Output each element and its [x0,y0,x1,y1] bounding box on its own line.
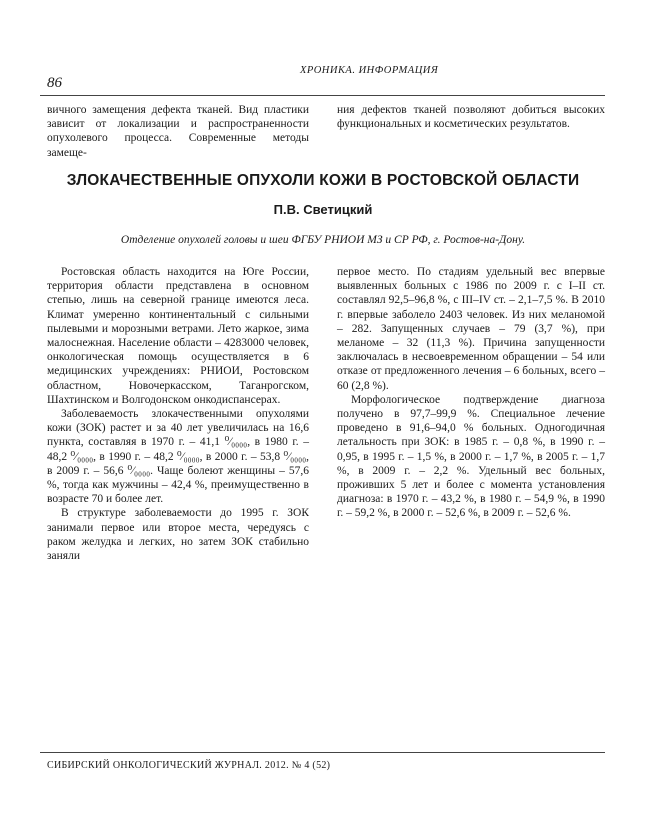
continuation-right [337,103,605,131]
body-right-column [337,265,605,521]
paragraph: Морфологическое подтверждение диагноза получено в 97,7–99,9 %. Специальное лечение проведено в 91,6–94,0 % больных. Одногодичная летальность при ЗОК: в 1985 г. – 0,8 %, в 1990 г. – 0,95, в 1995 г. – 1,5 %, в 2000 г. – 1,7 %, в 2005 г. – 1,7 %, в 2009 г. – 2,2 %. Удельный вес больных, проживших 5 лет и более с момента установления диагноза: в 1970 г. – 43,2 %, в 1980 г. – 54,9 %, в 1990 г. – 59,2 %, в 2000 г. – 52,6 %, в 2009 г. – 52,6 %. [337,393,605,520]
footer-rule [40,752,605,753]
body-left-column [47,265,309,563]
paragraph: первое место. По стадиям удельный вес впервые выявленных больных с 1986 по 2009 г. с I–II ст. составлял 92,5–96,8 %, с III–IV ст. – 2,1–7,5 %. В 2010 г. впервые заболело 2403 человек. Из них меланомой – 282. Запущенных случаев – 79 (3,7 %), при меланоме – 32 (11,3 %). Причина запущенности заключалась в несвоевременном обращении – 54 или отказе от предложенного лечения – 6 больных, всего – 60 (2,8 %). [337,266,605,392]
journal-footer: СИБИРСКИЙ ОНКОЛОГИЧЕСКИЙ ЖУРНАЛ. 2012. № 4 (52) [47,760,331,771]
header-rule [40,95,605,96]
running-head: ХРОНИКА. ИНФОРМАЦИЯ [300,65,439,76]
article-author: П.В. Светицкий [273,202,373,217]
paragraph: В структуре заболеваемости до 1995 г. ЗОК занимали первое или второе места, чередуясь с раком желудка и легких, но затем ЗОК стабильно заняли [47,507,309,563]
paragraph: Заболеваемость злокачественными опухолями кожи (ЗОК) растет и за 40 лет увеличилась на 16,6 пункта, составляя в 1970 г. – 41,1 ⁰⁄₀₀₀₀, в 1980 г. – 48,2 ⁰⁄₀₀₀₀, в 1990 г. – 48,2 ⁰⁄₀₀₀₀, в 2000 г. – 53,8 ⁰⁄₀₀₀₀, в 2009 г. – 56,6 ⁰⁄₀₀₀₀. Чаще болеют женщины – 57,6 %, тогда как мужчины – 42,4 %, преимущественно в возрасте 70 и более лет. [47,408,309,506]
continuation-left-text: вичного замещения дефекта тканей. Вид пластики зависит от локализации и распространенности опухолевого процесса. Современные методы замеще- [47,104,309,159]
article-affiliation: Отделение опухолей головы и шеи ФГБУ РНИОИ МЗ и СР РФ, г. Ростов-на-Дону. [120,234,526,246]
article-title: ЗЛОКАЧЕСТВЕННЫЕ ОПУХОЛИ КОЖИ В РОСТОВСКОЙ ОБЛАСТИ [66,172,580,189]
paragraph: Ростовская область находится на Юге России, территория области представлена в основном степью, лишь на северной границе имеются леса. Климат умеренно континентальный с сильными пылевыми и морозными ветрами. Лето жаркое, зима малоснежная. Население области – 4283000 человек, онкологическая помощь осуществляется в 6 медицинских учреждениях: РНИОИ, Ростовском областном, Новочеркасском, Таганрогском, Шахтинском и Волгодонском онкодиспансерах. [47,266,309,406]
continuation-right-text: ния дефектов тканей позволяют добиться высоких функциональных и косметических результатов. [337,104,605,131]
page-number: 86 [47,75,62,91]
continuation-left [47,103,309,160]
